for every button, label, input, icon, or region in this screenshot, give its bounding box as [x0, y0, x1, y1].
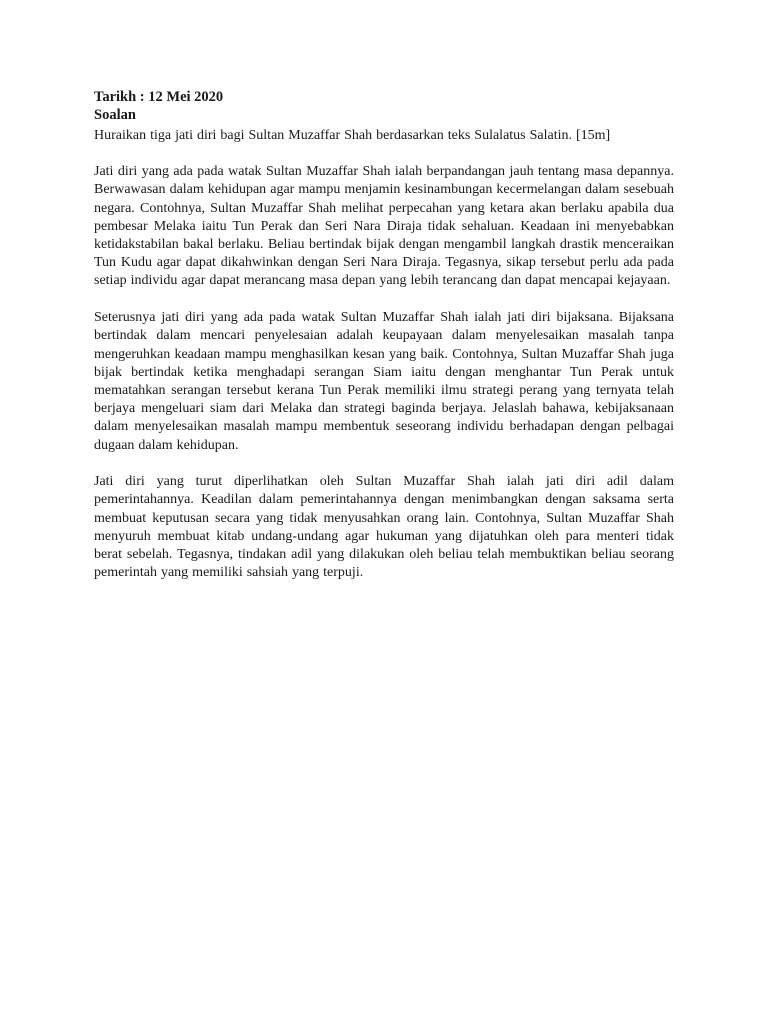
answer-paragraph-1: Jati diri yang ada pada watak Sultan Muzaffar Shah ialah berpandangan jauh tentang masa depannya. Berwawasan dalam kehidupan agar mampu menjamin kesinambungan kecermelangan dalam sesebuah negara. Contohnya, Sultan Muzaffar Shah melihat perpecahan yang ketara akan berlaku apabila dua pembesar Melaka iaitu Tun Perak dan Seri Nara Diraja tidak sehaluan. Keadaan ini menyebabkan ketidakstabilan bakal berlaku. Beliau bertindak bijak dengan mengambil langkah drastik menceraikan Tun Kudu agar dapat dikahwinkan dengan Seri Nara Diraja. Tegasnya, sikap tersebut perlu ada pada setiap individu agar dapat merancang masa depan yang lebih terancang dan dapat mencapai kejayaan.	[94, 164, 674, 289]
question-text: Huraikan tiga jati diri bagi Sultan Muzaffar Shah berdasarkan teks Sulalatus Salatin. [15m]	[94, 128, 611, 143]
answer-paragraph-2: Seterusnya jati diri yang ada pada watak Sultan Muzaffar Shah ialah jati diri bijaksana. Bijaksana bertindak dalam mencari penyelesaian adalah keupayaan dalam menyelesaikan masalah tanpa mengeruhkan keadaan mampu menghasilkan kesan yang baik. Contohnya, Sultan Muzaffar Shah juga bijak bertindak ketika menghadapi serangan Siam iaitu dengan menghantar Tun Perak untuk mematahkan serangan tersebut kerana Tun Perak memiliki ilmu strategi perang yang ternyata telah berjaya mengeluari siam dari Melaka dan strategi baginda berjaya. Jelaslah bahawa, kebijaksanaan dalam menyelesaikan masalah mampu membentuk seseorang individu berhadapan dengan pelbagai dugaan dalam kehidupan.	[94, 310, 674, 453]
date-heading: Tarikh : 12 Mei 2020	[94, 89, 224, 105]
question-label: Soalan	[94, 107, 136, 123]
answer-paragraph-3: Jati diri yang turut diperlihatkan oleh Sultan Muzaffar Shah ialah jati diri adil dalam pemerintahannya. Keadilan dalam pemerintahannya dengan menimbangkan dengan saksama serta membuat keputusan secara yang tidak menyusahkan orang lain. Contohnya, Sultan Muzaffar Shah menyuruh membuat kitab undang-undang agar hukuman yang dijatuhkan oleh para menteri tidak berat sebelah. Tegasnya, tindakan adil yang dilakukan oleh beliau telah membuktikan beliau seorang pemerintah yang memiliki sahsiah yang terpuji.	[94, 474, 674, 581]
document-page	[94, 88, 674, 601]
